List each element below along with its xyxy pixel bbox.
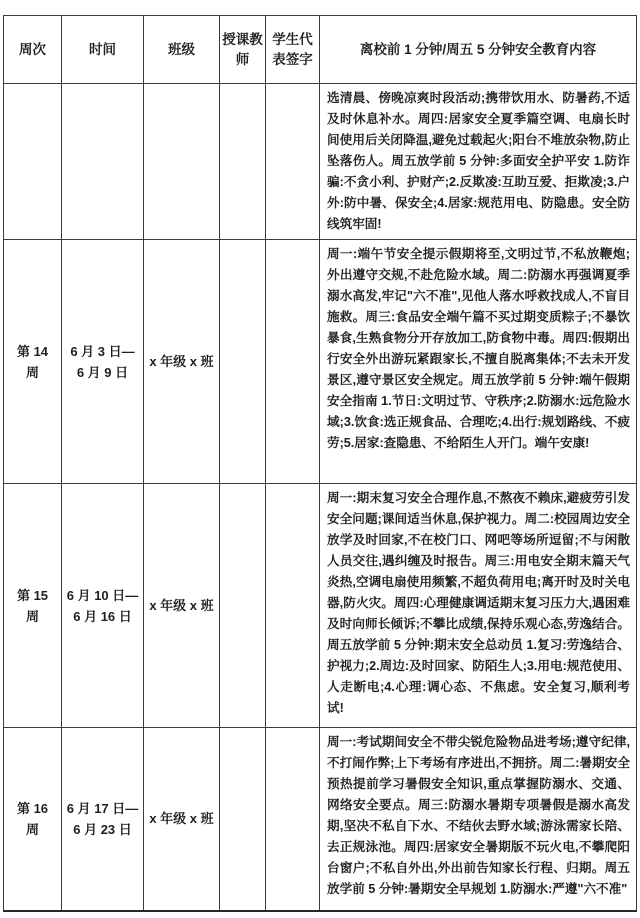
class-cell: x 年级 x 班 xyxy=(144,484,220,728)
teacher-cell xyxy=(220,84,266,240)
column-header-week: 周次 xyxy=(4,16,62,84)
time-line-2: 6 月 16 日 xyxy=(73,608,132,624)
teacher-cell xyxy=(220,484,266,728)
table-header-row xyxy=(4,16,637,84)
content-cell: 周一:端午节安全提示假期将至,文明过节,不私放鞭炮;外出遵守交规,不赴危险水域。周二:防溺水再强调夏季溺水高发,牢记"六不准",见他人落水呼救找成人,不盲目施救。周三:食品安全端午篇不买过期变质粽子;不暴饮暴食,生熟食物分开存放加工,防食物中毒。周四:假期出行安全外出游玩紧跟家长,不擅自脱离集体;不去未开发景区,遵守景区安全规定。周五放学前 5 分钟:端午假期安全指南 1.节日:文明过节、守秩序;2.防溺水:远危险水域;3.饮食:选正规食品、合理吃;4.出行:规划路线、不疲劳;5.居家:查隐患、不给陌生人开门。端午安康! xyxy=(320,240,637,484)
time-line-2: 6 月 23 日 xyxy=(73,821,132,837)
week-cell xyxy=(4,240,62,484)
week-line-1: 第 15 xyxy=(16,587,49,603)
time-cell xyxy=(62,484,144,728)
time-cell xyxy=(62,84,144,240)
week-line-2: 周 xyxy=(25,608,39,624)
teacher-cell xyxy=(220,728,266,911)
table-row xyxy=(4,84,637,240)
week-cell xyxy=(4,728,62,911)
column-header-class: 班级 xyxy=(144,16,220,84)
time-line-2: 6 月 9 日 xyxy=(76,364,129,380)
week-line-2: 周 xyxy=(25,821,39,837)
signature-cell xyxy=(266,240,320,484)
column-header-content: 离校前 1 分钟/周五 5 分钟安全教育内容 xyxy=(320,16,637,84)
class-cell: x 年级 x 班 xyxy=(144,240,220,484)
time-cell xyxy=(62,240,144,484)
table-row xyxy=(4,240,637,484)
week-cell xyxy=(4,84,62,240)
week-line-1: 第 16 xyxy=(16,800,49,816)
signature-cell xyxy=(266,84,320,240)
time-line-1: 6 月 17 日— xyxy=(66,800,139,816)
week-line-2: 周 xyxy=(25,364,39,380)
time-line-1: 6 月 3 日— xyxy=(70,343,135,359)
content-cell: 选清晨、傍晚凉爽时段活动;携带饮用水、防暑药,不适及时休息补水。周四:居家安全夏季篇空调、电扇长时间使用后关闭降温,避免过载起火;阳台不堆放杂物,防止坠落伤人。周五放学前 5 分钟:多面安全护平安 1.防诈骗:不贪小利、护财产;2.反欺凌:互助互爱、拒欺凌;3.户外:防中暑、保安全;4.居家:规范用电、防隐患。安全防线筑牢固! xyxy=(320,84,637,240)
class-cell: x 年级 x 班 xyxy=(144,728,220,911)
column-header-signature: 学生代表签字 xyxy=(266,16,320,84)
teacher-cell xyxy=(220,240,266,484)
time-cell xyxy=(62,728,144,911)
column-header-teacher: 授课教师 xyxy=(220,16,266,84)
content-cell: 周一:考试期间安全不带尖锐危险物品进考场;遵守纪律,不打闹作弊;上下考场有序进出,不拥挤。周二:暑期安全预热提前学习暑假安全知识,重点掌握防溺水、交通、网络安全要点。周三:防溺水暑期专项暑假是溺水高发期,坚决不私自下水、不结伙去野水域;游泳需家长陪、去正规泳池。周四:居家安全暑期版不玩火电,不攀爬阳台窗户;不私自外出,外出前告知家长行程、归期。周五放学前 5 分钟:暑期安全早规划 1.防溺水:严遵"六不准" xyxy=(320,728,637,911)
safety-education-schedule-table xyxy=(3,15,637,912)
week-line-1: 第 14 xyxy=(16,343,49,359)
table-row xyxy=(4,728,637,911)
time-line-1: 6 月 10 日— xyxy=(66,587,139,603)
class-cell xyxy=(144,84,220,240)
signature-cell xyxy=(266,728,320,911)
table-row xyxy=(4,484,637,728)
signature-cell xyxy=(266,484,320,728)
column-header-time: 时间 xyxy=(62,16,144,84)
week-cell xyxy=(4,484,62,728)
content-cell: 周一:期末复习安全合理作息,不熬夜不赖床,避疲劳引发安全问题;课间适当休息,保护视力。周二:校园周边安全放学及时回家,不在校门口、网吧等场所逗留;不与闲散人员交往,遇纠缠及时报告。周三:用电安全期末篇天气炎热,空调电扇使用频繁,不超负荷用电;离开时及时关电器,防火灾。周四:心理健康调适期末复习压力大,遇困难及时向师长倾诉;不攀比成绩,保持乐观心态,劳逸结合。周五放学前 5 分钟:期末安全总动员 1.复习:劳逸结合、护视力;2.周边:及时回家、防陌生人;3.用电:规范使用、人走断电;4.心理:调心态、不焦虑。安全复习,顺利考试! xyxy=(320,484,637,728)
